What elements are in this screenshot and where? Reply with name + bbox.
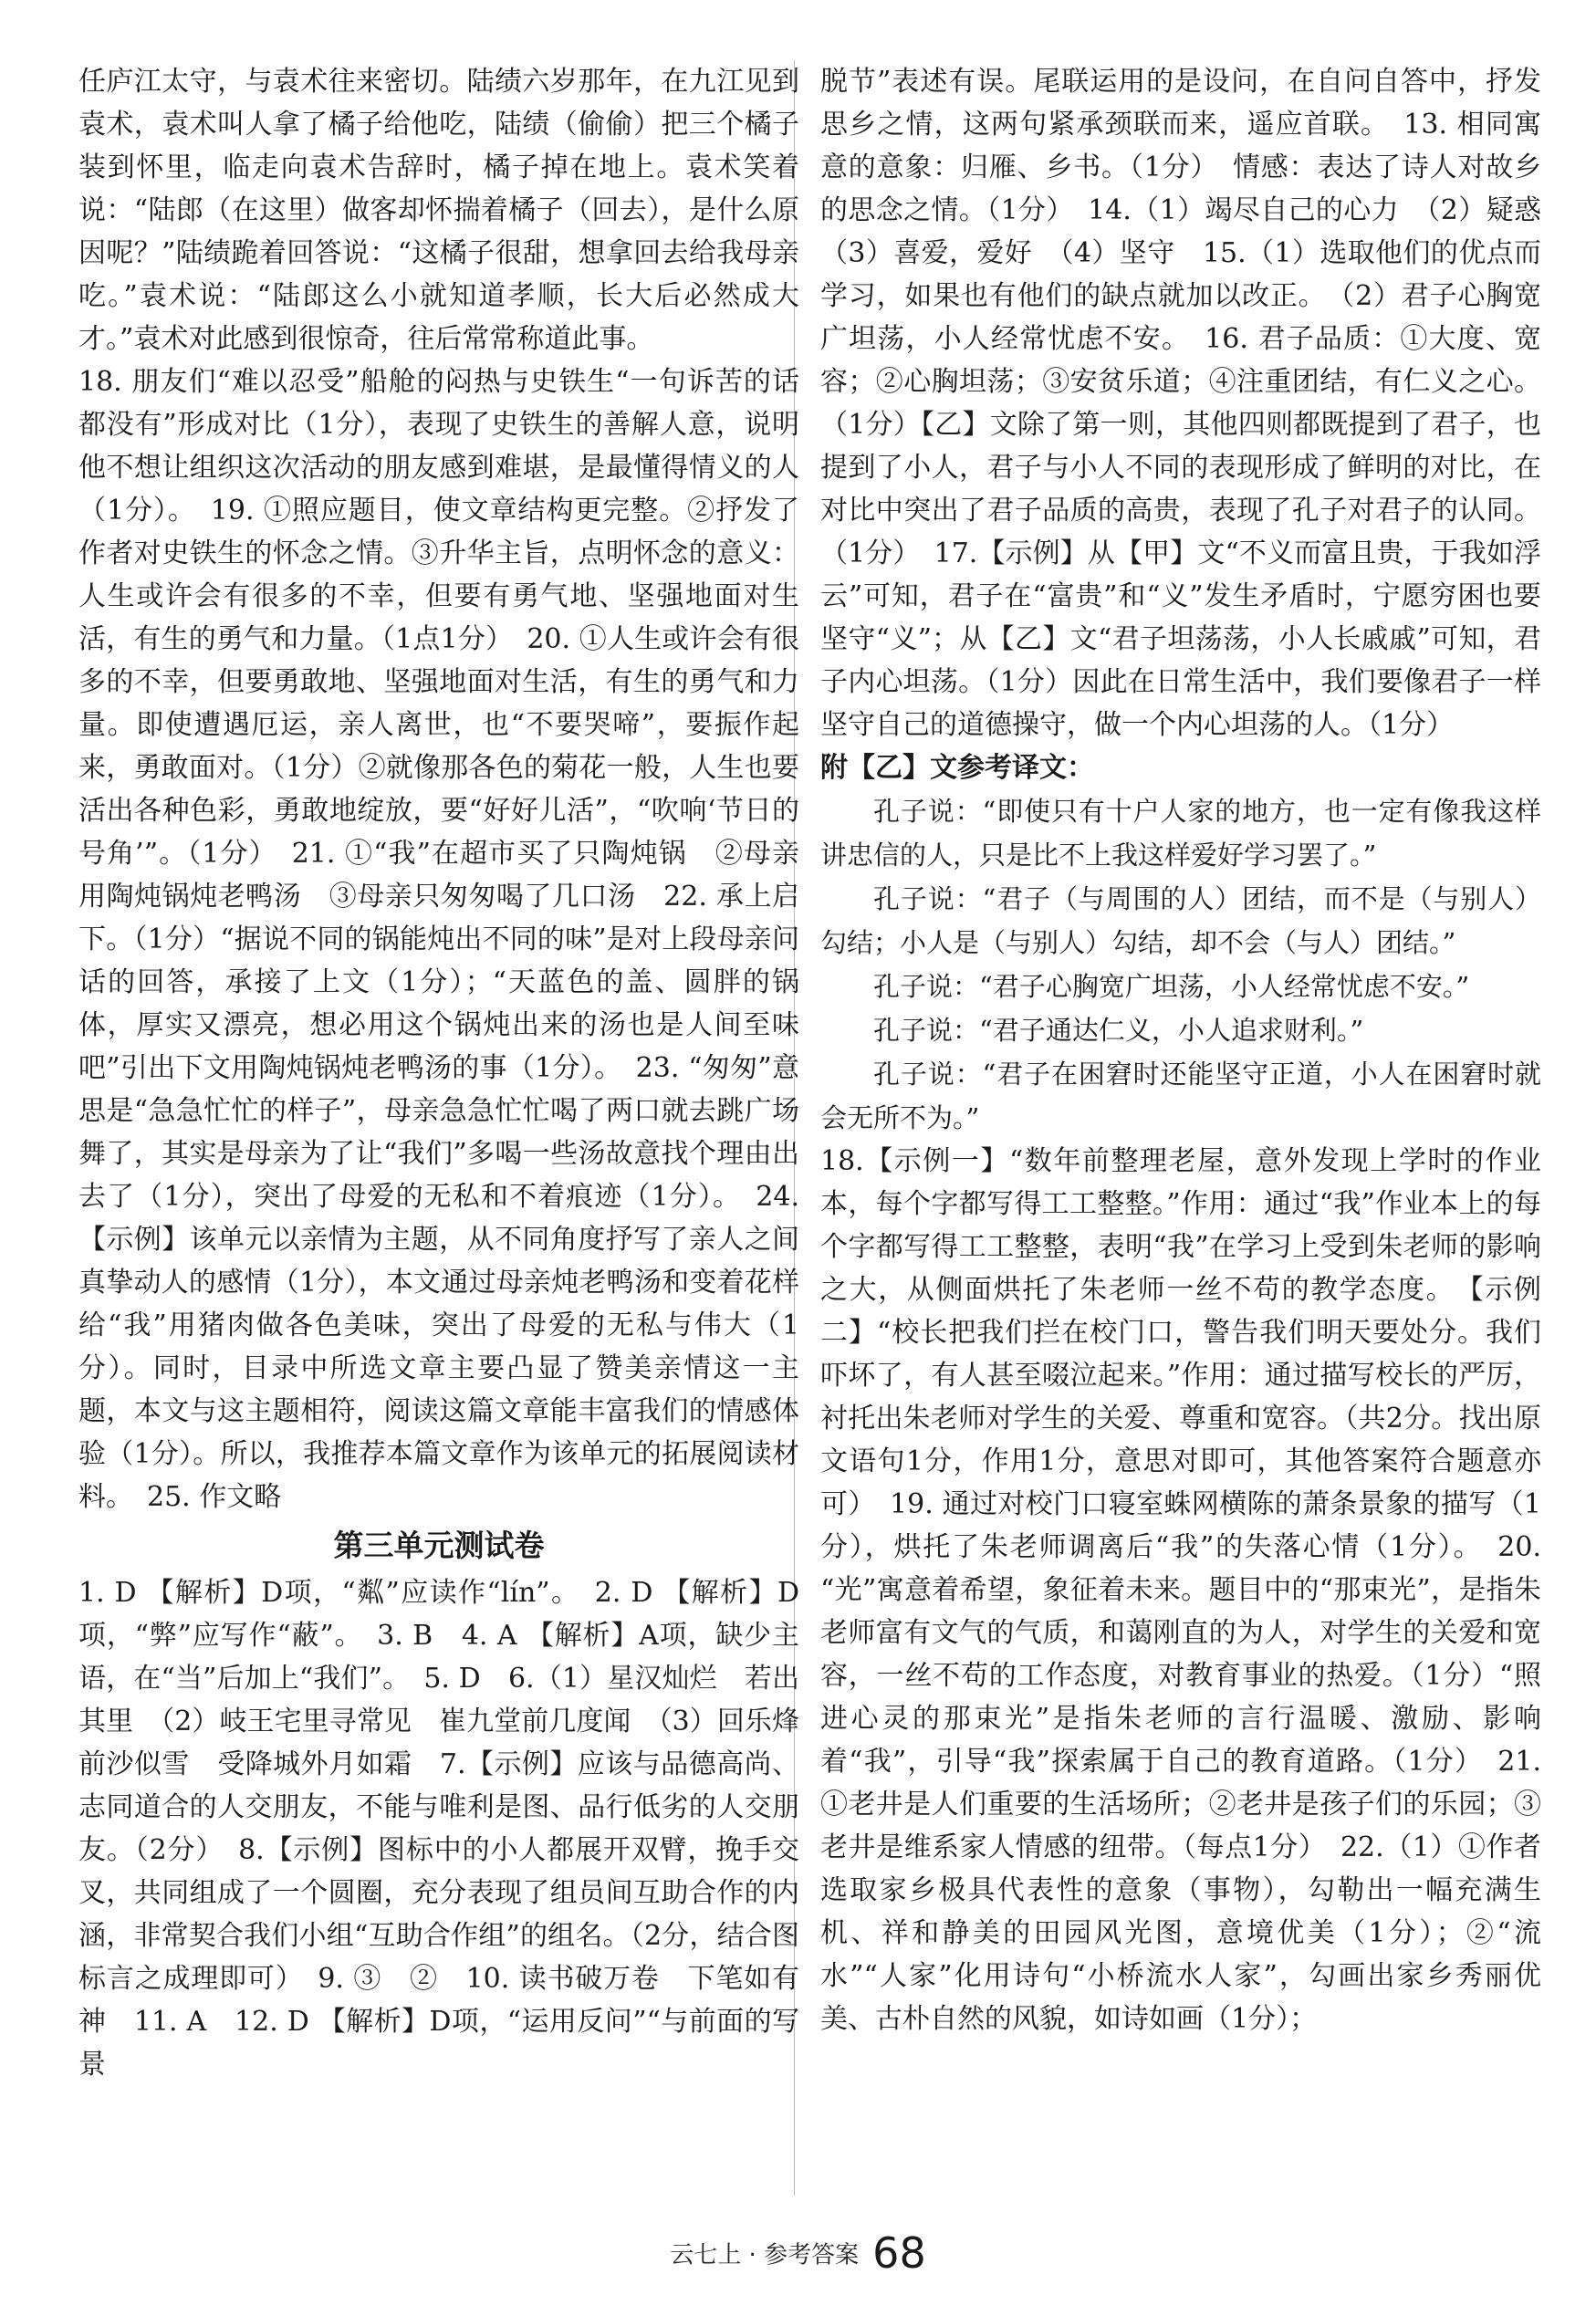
translation-line: 孔子说：“即使只有十户人家的地方，也一定有像我这样讲忠信的人，只是比不上我这样爱好学习罢了。” [820, 796, 1541, 871]
footer-label: 云七上 · 参考答案 [670, 2241, 860, 2269]
page-footer [0, 2228, 1596, 2278]
answer-paragraph-unit-test: 1. D 【解析】D项，“粼”应读作“lín”。 2. D 【解析】D项，“弊”应写作“蔽”。 3. B 4. A 【解析】A项，缺少主语，在“当”后加上“我们”。 5. D 6.（1）星汉灿烂 若出其里 （2）岐王宅里寻常见 崔九堂前几度闻 （3）回乐烽前沙似雪 受降城外月如霜 7.【示例】应该与品德高尚、志同道合的人交朋友，不能与唯利是图、品行低劣的人交朋友。（2分） 8.【示例】图标中的小人都展开双臂，挽手交叉，共同组成了一个圆圈，充分表现了组员间互助合作的内涵，非常契合我们小组“互助合作组”的组名。（2分，结合图标言之成理即可） 9. ③ ② 10. 读书破万卷 下笔如有神 11. A 12. D 【解析】D项，“运用反问”“与前面的写景 [78, 1577, 799, 2081]
right-column [820, 60, 1569, 2040]
translation-line: 孔子说：“君子通达仁义，小人追求财利。” [873, 1015, 1364, 1046]
answer-paragraph-18-25: 18. 朋友们“难以忍受”船舱的闷热与史铁生“一句诉苦的话都没有”形成对比（1分），表现了史铁生的善解人意，说明他不想让组织这次活动的朋友感到难堪，是最懂得情义的人（1分）。 19. ①照应题目，使文章结构更完整。②抒发了作者对史铁生的怀念之情。③升华主旨，点明怀念的意义：人生或许会有很多的不幸，但要有勇气地、坚强地面对生活，有生的勇气和力量。（1点1分） 20. ①人生或许会有很多的不幸，但要勇敢地、坚强地面对生活，有生的勇气和力量。即使遭遇厄运，亲人离世，也“不要哭啼”，要振作起来，勇敢面对。（1分）②就像那各色的菊花一般，人生也要活出各种色彩，勇敢地绽放，要“好好儿活”，“吹响‘节日的号角’”。（1分） 21. ①“我”在超市买了只陶炖锅 ②母亲用陶炖锅炖老鸭汤 ③母亲只匆匆喝了几口汤 22. 承上启下。（1分）“据说不同的锅能炖出不同的味”是对上段母亲问话的回答，承接了上文（1分）；“天蓝色的盖、圆胖的锅体，厚实又漂亮，想必用这个锅炖出来的汤也是人间至味吧”引出下文用陶炖锅炖老鸭汤的事（1分）。 23. “匆匆”意思是“急急忙忙的样子”，母亲急急忙忙喝了两口就去跳广场舞了，其实是母亲为了让“我们”多喝一些汤故意找个理由出去了（1分），突出了母爱的无私和不着痕迹（1分）。 24.【示例】该单元以亲情为主题，从不同角度抒写了亲人之间真挚动人的感情（1分），本文通过母亲炖老鸭汤和变着花样给“我”用猪肉做各色美味，突出了母爱的无私与伟大（1分）。同时，目录中所选文章主要凸显了赞美亲情这一主题，本文与这主题相符，阅读这篇文章能丰富我们的情感体验（1分）。所以，我推荐本篇文章作为该单元的拓展阅读材料。 25. 作文略 [78, 366, 799, 1513]
translation-line: 孔子说：“君子（与周围的人）团结，而不是（与别人）勾结；小人是（与别人）勾结，却不会（与人）团结。” [820, 883, 1541, 958]
translation-line: 孔子说：“君子心胸宽广坦荡，小人经常忧虑不安。” [873, 971, 1470, 1002]
section-title: 第三单元测试卷 [333, 1528, 545, 1563]
answer-paragraph-18-22: 18.【示例一】“数年前整理老屋，意外发现上学时的作业本，每个字都写得工工整整。”作用：通过“我”作业本上的每个字都写得工工整整，表明“我”在学习上受到朱老师的影响之大，从侧面烘托了朱老师一丝不苟的教学态度。 【示例二】“校长把我们拦在校门口，警告我们明天要处分。我们吓坏了，有人甚至啜泣起来。”作用：通过描写校长的严厉，衬托出朱老师对学生的关爱、尊重和宽容。（共2分。找出原文语句1分，作用1分，意思对即可，其他答案符合题意亦可） 19. 通过对校门口寝室蛛网横陈的萧条景象的描写（1分），烘托了朱老师调离后“我”的失落心情（1分）。 20. “光”寓意着希望，象征着未来。题目中的“那束光”，是指朱老师富有文气的气质，和蔼刚直的为人，对学生的关爱和宽容，一丝不苟的工作态度，对教育事业的热爱。（1分）“照进心灵的那束光”是指朱老师的言行温暖、激励、影响着“我”，引导“我”探索属于自己的教育道路。（1分） 21. ①老井是人们重要的生活场所；②老井是孩子们的乐园；③老井是维系家人情感的纽带。（每点1分） 22.（1）①作者选取家乡极具代表性的意象（事物），勾勒出一幅充满生机、祥和静美的田园风光图，意境优美（1分）；②“流水”“人家”化用诗句“小桥流水人家”，勾画出家乡秀丽优美、古朴自然的风貌，如诗如画（1分）； [820, 1145, 1541, 2035]
answer-paragraph-intro: 任庐江太守，与袁术往来密切。陆绩六岁那年，在九江见到袁术，袁术叫人拿了橘子给他吃，陆绩（偷偷）把三个橘子装到怀里，临走向袁术告辞时，橘子掉在地上。袁术笑着说：“陆郎（在这里）做客却怀揣着橘子（回去），是什么原因呢？”陆绩跪着回答说：“这橘子很甜，想拿回去给我母亲吃。”袁术说：“陆郎这么小就知道孝顺，长大后必然成大才。”袁术对此感到很惊奇，往后常常称道此事。 [78, 66, 799, 355]
left-column [78, 60, 799, 2086]
page-number: 68 [872, 2228, 926, 2278]
answer-paragraph-12-17: 脱节”表述有误。尾联运用的是设问，在自问自答中，抒发思乡之情，这两句紧承颈联而来，遥应首联。 13. 相同寓意的意象：归雁、乡书。（1分） 情感：表达了诗人对故乡的思念之情。（1分） 14.（1）竭尽自己的心力 （2）疑惑 （3）喜爱，爱好 （4）坚守 15.（1）选取他们的优点而学习，如果也有他们的缺点就加以改正。 （2）君子心胸宽广坦荡，小人经常忧虑不安。 16. 君子品质：①大度、宽容；②心胸坦荡；③安贫乐道；④注重团结，有仁义之心。（1分）【乙】文除了第一则，其他四则都既提到了君子，也提到了小人，君子与小人不同的表现形成了鲜明的对比，在对比中突出了君子品质的高贵，表现了孔子对君子的认同。（1分） 17.【示例】从【甲】文“不义而富且贵，于我如浮云”可知，君子在“富贵”和“义”发生矛盾时，宁愿穷困也要坚守“义”；从【乙】文“君子坦荡荡，小人长戚戚”可知，君子内心坦荡。（1分）因此在日常生活中，我们要像君子一样坚守自己的道德操守，做一个内心坦荡的人。（1分） [820, 66, 1569, 741]
translation-heading: 附【乙】文参考译文： [820, 752, 1094, 784]
translation-line: 孔子说：“君子在困窘时还能坚守正道，小人在困窘时就会无所不为。” [820, 1059, 1541, 1133]
